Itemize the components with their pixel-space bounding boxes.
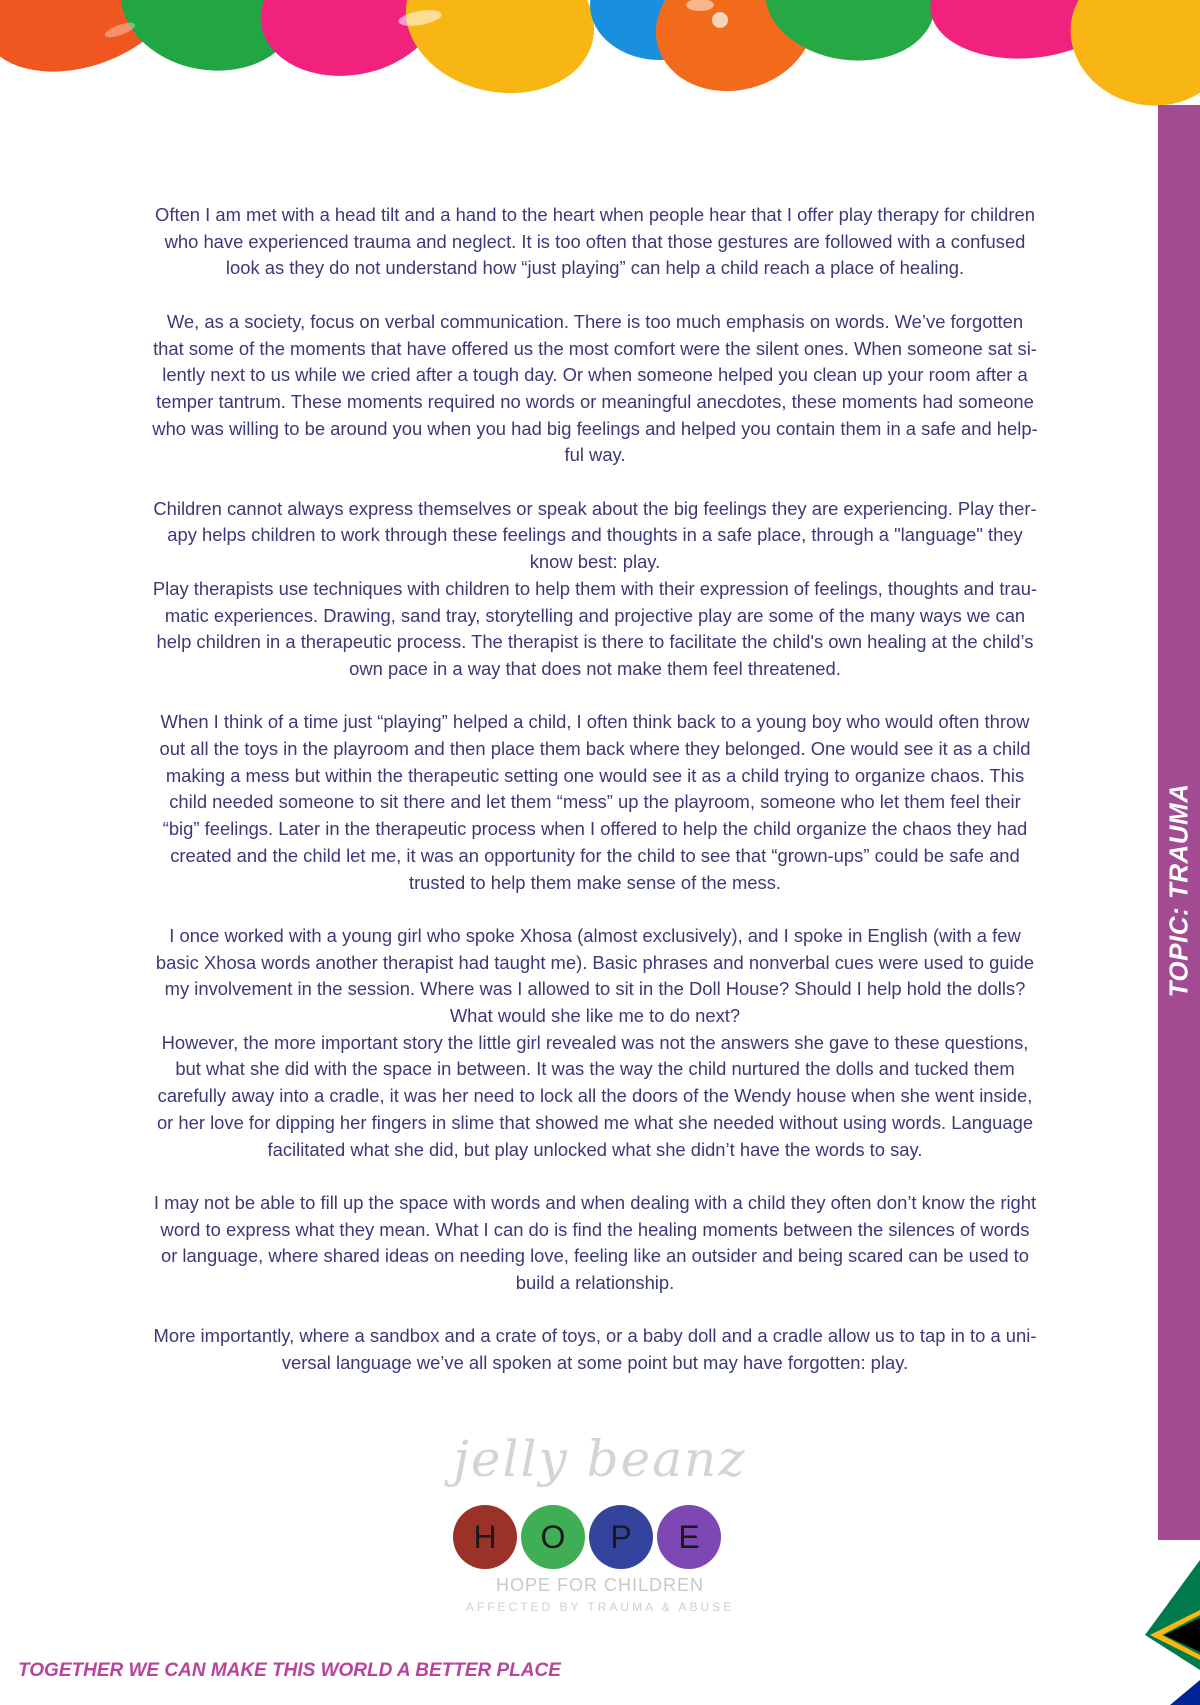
paragraph-line: word to express what they mean. What I can do is find the healing moments between the silences of words: [160, 1218, 1030, 1240]
article-paragraph: [98, 923, 1092, 1163]
paragraph-line: However, the more important story the little girl revealed was not the answers she gave to these questions,: [161, 1031, 1029, 1053]
paragraph-line: apy helps children to work through these feelings and thoughts in a safe place, through a "language" they: [167, 524, 1023, 546]
paragraph-line: help children in a therapeutic process. The therapist is there to facilitate the child's own healing at the child’s: [156, 631, 1034, 653]
paragraph-line: temper tantrum. These moments required no words or meaningful anecdotes, these moments had someone: [156, 390, 1034, 412]
paragraph-line: Play therapists use techniques with children to help them with their expression of feelings, thoughts and trau-: [152, 577, 1038, 599]
logo-letter: H: [473, 1518, 497, 1555]
paragraph-line: We, as a society, focus on verbal communication. There is too much emphasis on words. We’ve forgotten: [166, 310, 1024, 332]
article-paragraph: [98, 496, 1092, 683]
paragraph-line: matic experiences. Drawing, sand tray, storytelling and projective play are some of the many ways we can: [164, 604, 1026, 626]
paragraph-line: I once worked with a young girl who spoke Xhosa (almost exclusively), and I spoke in English (with a few: [169, 924, 1021, 946]
paragraph-line: or her love for dipping her fingers in slime that showed me what she needed without using words. Language: [156, 1111, 1034, 1133]
paragraph-line: child needed someone to sit there and let them “mess” up the playroom, someone who let them feel their: [169, 791, 1021, 813]
paragraph-line: making a mess but within the therapeutic setting one would see it as a child trying to organize chaos. This: [165, 764, 1025, 786]
topic-label-wrapper: [1158, 760, 1200, 1020]
logo-circle-e: [657, 1505, 721, 1569]
paragraph-line: I may not be able to fill up the space with words and when dealing with a child they often don’t know the right: [153, 1191, 1037, 1213]
south-africa-flag-graphic: [1120, 1540, 1200, 1705]
paragraph-line: own pace in a way that does not make them feel threatened.: [349, 657, 841, 679]
paragraph-line: who was willing to be around you when you had big feelings and helped you contain them in a safe and help-: [152, 417, 1038, 439]
article-paragraph: [98, 709, 1092, 896]
paragraph-line: facilitated what she did, but play unlocked what she didn’t have the words to say.: [267, 1138, 923, 1160]
paragraph-line: basic Xhosa words another therapist had taught me). Basic phrases and nonverbal cues were used to guide: [155, 951, 1035, 973]
paragraph-line: build a relationship.: [515, 1272, 675, 1294]
topic-label: TOPIC: TRAUMA: [1163, 782, 1194, 998]
paragraph-line: my involvement in the session. Where was I allowed to sit in the Doll House? Should I help hold the dolls?: [164, 978, 1026, 1000]
logo-letter-circles: [453, 1505, 753, 1569]
paragraph-line: know best: play.: [529, 551, 661, 573]
logo-circle-p: [589, 1505, 653, 1569]
logo-circle-h: [453, 1505, 517, 1569]
logo-letter: E: [678, 1518, 700, 1555]
paragraph-line: Children cannot always express themselves or speak about the big feelings they are experiencing. Play ther-: [153, 497, 1037, 519]
article-paragraph: [98, 1323, 1092, 1376]
paragraph-line: carefully away into a cradle, it was her need to lock all the doors of the Wendy house when she went inside,: [157, 1085, 1033, 1107]
footer-slogan: TOGETHER WE CAN MAKE THIS WORLD A BETTER PLACE: [18, 1660, 561, 1681]
paragraph-line: out all the toys in the playroom and then place them back where they belonged. One would see it as a child: [159, 738, 1031, 760]
paragraph-line: or language, where shared ideas on needing love, feeling like an outsider and being scared can be used to: [160, 1245, 1030, 1267]
paragraph-line: ful way.: [564, 444, 626, 466]
logo-letter: O: [540, 1518, 566, 1555]
paragraph-line: What would she like me to do next?: [449, 1005, 741, 1027]
paragraph-line: trusted to help them make sense of the mess.: [408, 871, 782, 893]
jelly-bean-banner: [0, 0, 1200, 120]
paragraph-line: who have experienced trauma and neglect. It is too often that those gestures are followed with a confused: [164, 230, 1026, 252]
paragraph-line: lently next to us while we cried after a tough day. Or when someone helped you clean up your room after a: [162, 364, 1028, 386]
logo-subtagline: AFFECTED BY TRAUMA & ABUSE: [465, 1600, 735, 1614]
paragraph-line: that some of the moments that have offered us the most comfort were the silent ones. When someone sat si-: [153, 337, 1037, 359]
paragraph-line: More importantly, where a sandbox and a crate of toys, or a baby doll and a cradle allow us to tap in to a uni-: [153, 1325, 1037, 1347]
logo-letter: P: [610, 1518, 632, 1555]
article-paragraph: [98, 1190, 1092, 1297]
paragraph-line: but what she did with the space in between. It was the way the child nurtured the dolls and tucked them: [175, 1058, 1015, 1080]
paragraph-line: look as they do not understand how “just playing” can help a child reach a place of healing.: [225, 257, 965, 279]
article-body: [98, 202, 1092, 1404]
paragraph-line: Often I am met with a head tilt and a hand to the heart when people hear that I offer play therapy for children: [155, 204, 1035, 225]
paragraph-line: created and the child let me, it was an opportunity for the child to see that “grown-ups” could be safe and: [170, 844, 1020, 866]
logo-circle-o: [521, 1505, 585, 1569]
logo-script-text: jelly beanz: [453, 1430, 747, 1488]
paragraph-line: versal language we’ve all spoken at some point but may have forgotten: play.: [281, 1352, 909, 1374]
jelly-beanz-hope-logo: [445, 1430, 755, 1620]
paragraph-line: “big” feelings. Later in the therapeutic process when I offered to help the child organize the chaos they had: [162, 818, 1028, 840]
logo-tagline: HOPE FOR CHILDREN: [495, 1575, 705, 1595]
article-paragraph: [98, 309, 1092, 469]
paragraph-line: When I think of a time just “playing” helped a child, I often think back to a young boy who would often throw: [160, 711, 1030, 733]
article-paragraph: [98, 202, 1092, 282]
